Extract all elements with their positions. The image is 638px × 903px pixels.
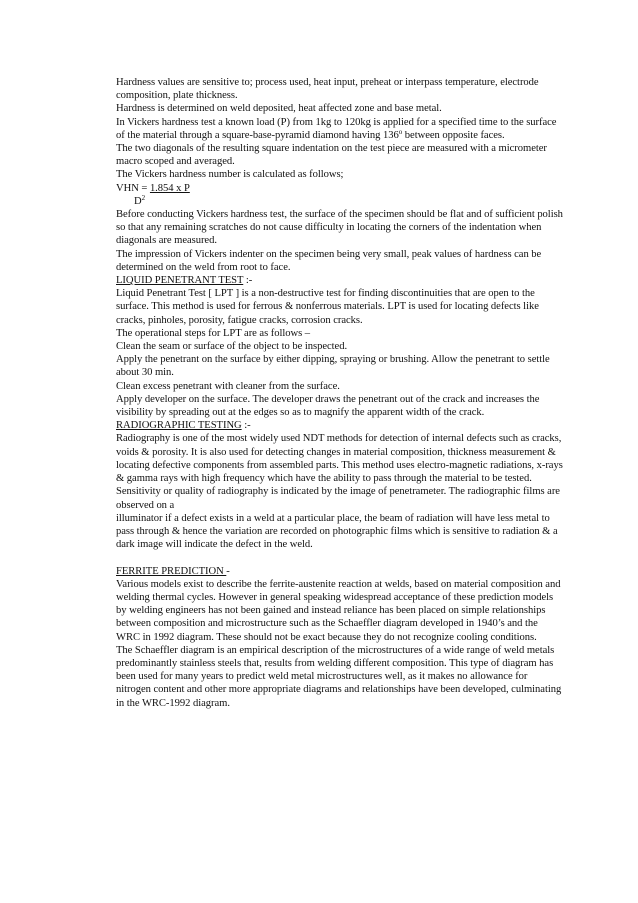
intro-paragraph-diagonals: The two diagonals of the resulting square indentation on the test piece are measured with a micrometer macro scoped and averaged. bbox=[116, 143, 547, 168]
degree-superscript: o bbox=[398, 127, 403, 136]
intro-paragraph-surface-prep: Before conducting Vickers hardness test, the surface of the specimen should be flat and of sufficient polish so that any remaining scratches do not cause difficulty in locating the corners of the indentation when diagonals are measured. bbox=[116, 209, 563, 247]
rt-heading-title: RADIOGRAPHIC TESTING bbox=[116, 420, 242, 432]
fp-paragraph-schaeffler: The Schaeffler diagram is an empirical description of the microstructures of a wide range of weld metals predominantly stainless steels that, results from welding different composition. This type of diagram has been used for many years to predict weld metal microstructures well, as it makes no allowance for nitrogen content and other more appropriate diagrams and relationships have been developed, culminating in the WRC-1992 diagram. bbox=[116, 644, 562, 709]
lpt-step-clean: Clean the seam or surface of the object to be inspected. bbox=[116, 341, 348, 353]
fp-heading-title: FERRITE PREDICTION bbox=[116, 565, 227, 577]
lpt-heading bbox=[116, 274, 564, 287]
document-body bbox=[116, 76, 564, 710]
vhn-formula bbox=[116, 182, 564, 195]
intro-paragraph-hardness-location: Hardness is determined on weld deposited, heat affected zone and base metal. bbox=[116, 103, 442, 115]
intro-paragraph-indenter-impression: The impression of Vickers indenter on the specimen being very small, peak values of hardness can be determined on the weld from root to face. bbox=[116, 248, 542, 273]
lpt-step-apply-developer: Apply developer on the surface. The developer draws the penetrant out of the crack and increases the visibility by spreading out at the edges so as to magnify the apparent width of the crack. bbox=[116, 393, 540, 419]
rt-paragraph-sensitivity: Sensitivity or quality of radiography is indicated by the image of penetrameter. The radiographic films are observed on a bbox=[116, 486, 560, 511]
vhn-denominator-exponent: 2 bbox=[141, 193, 146, 202]
rt-heading-suffix: :- bbox=[241, 420, 251, 432]
vickers-load-text: In Vickers hardness test a known load (P) from 1kg to 120kg is applied for a specified time to the surface of the material through a square-base-pyramid diamond having 136 bbox=[116, 116, 557, 141]
vickers-load-text-end: between opposite faces. bbox=[402, 129, 505, 141]
vhn-formula-numerator: 1.854 x P bbox=[149, 182, 190, 194]
rt-paragraph-definition: Radiography is one of the most widely used NDT methods for detection of internal defects such as cracks, voids & porosity. It is also used for detecting changes in material composition, thickness measurement & locating defective components from assembled parts. This method uses electro-magnetic radiations, x-rays & gamma rays with high frequency which have the ability to pass through the material to be tested. bbox=[116, 433, 563, 485]
vhn-formula-lhs: VHN = bbox=[116, 182, 150, 194]
lpt-paragraph-steps-intro: The operational steps for LPT are as follows – bbox=[116, 327, 311, 339]
vhn-denominator-base: D bbox=[134, 195, 142, 207]
fp-heading bbox=[116, 565, 564, 578]
intro-paragraph-vhn-intro: The Vickers hardness number is calculated as follows; bbox=[116, 169, 344, 181]
lpt-step-apply-penetrant: Apply the penetrant on the surface by either dipping, spraying or brushing. Allow the penetrant to settle about 30 min. bbox=[116, 354, 550, 379]
lpt-step-remove-excess: Clean excess penetrant with cleaner from the surface. bbox=[116, 380, 340, 392]
vhn-formula-denominator bbox=[116, 195, 564, 208]
rt-heading bbox=[116, 419, 564, 432]
rt-paragraph-illuminator: illuminator if a defect exists in a weld at a particular place, the beam of radiation will have less metal to pass through & hence the variation are recorded on photographic films which is sensitive to radiation & a dark image will indicate the defect in the weld. bbox=[116, 512, 558, 551]
lpt-heading-title: LIQUID PENETRANT TEST bbox=[116, 275, 244, 287]
lpt-paragraph-definition: Liquid Penetrant Test [ LPT ] is a non-destructive test for finding discontinuities that are open to the surface. This method is used for ferrous & nonferrous materials. LPT is used for locating defects like cracks, pinholes, porosity, fatigue cracks, corrosion cracks. bbox=[116, 288, 539, 326]
intro-paragraph-hardness-sensitivity: Hardness values are sensitive to; process used, heat input, preheat or interpass temperature, electrode composition, plate thickness. bbox=[116, 77, 539, 102]
intro-paragraph-vickers-load bbox=[116, 116, 564, 142]
fp-paragraph-models: Various models exist to describe the ferrite-austenite reaction at welds, based on material composition and welding thermal cycles. However in general speaking widespread acceptance of these prediction models by welding engineers has not been gained and instead reliance has been placed on simple relationships between composition and microstructure such as the Schaeffler diagram developed in 1940’s and the WRC in 1992 diagram. These should not be exact because they do not recognize cooling conditions. bbox=[116, 578, 561, 643]
section-spacer bbox=[116, 551, 564, 564]
fp-heading-suffix: - bbox=[226, 565, 230, 577]
lpt-heading-suffix: :- bbox=[243, 275, 253, 287]
